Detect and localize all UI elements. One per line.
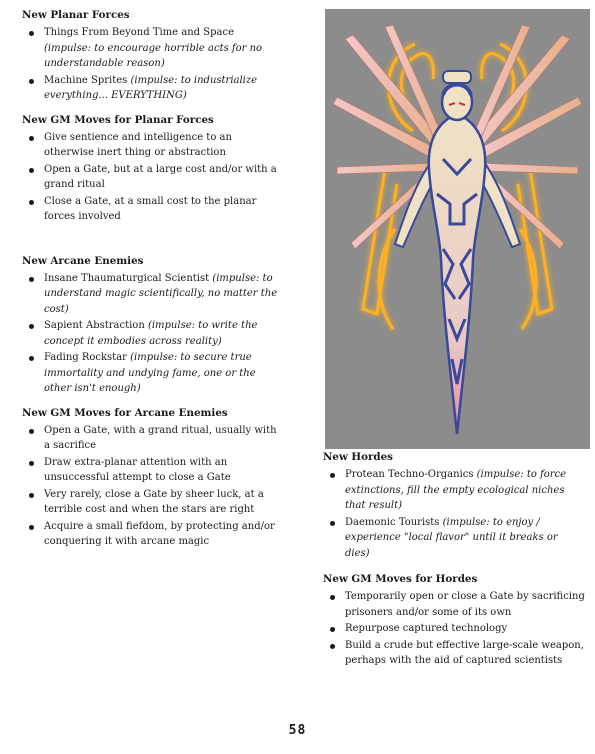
bullet-dot-icon [29,324,34,329]
item-name: Insane Thaumaturgical Scientist [44,272,210,284]
item-name: Build a crude but effective large-scale weapon, perhaps with the aid of captured scientists [345,639,584,666]
item-impulse: (impulse: to industrialize everything... EVERYTHING) [44,74,258,101]
bullet-item [22,455,284,486]
bullet-list [323,467,585,561]
bullet-dot-icon [330,627,335,632]
bullet-item [22,519,284,550]
section-heading: New Arcane Enemies [22,254,144,267]
item-impulse: (impulse: to enjoy / experience "local flavor" until it breaks or dies) [345,516,558,559]
item-name: Open a Gate, but at a large cost and/or with a grand ritual [44,163,277,190]
item-name: Give sentience and intelligence to an otherwise inert thing or abstraction [44,131,232,158]
item-name: Machine Sprites [44,74,128,86]
bullet-item [22,162,284,193]
section-heading: New GM Moves for Hordes [323,573,478,585]
section-new-arcane-enemies [22,255,284,397]
bullet-dot-icon [29,168,34,173]
item-name: Repurpose captured technology [345,623,508,634]
bullet-item [22,271,284,318]
item-name: Very rarely, close a Gate by sheer luck, at a terrible cost and when the stars are right [44,488,264,515]
bullet-item [22,130,284,161]
bullet-list [22,130,284,225]
bullet-list [323,589,585,669]
section-heading: New Hordes [323,451,393,463]
right-column [323,451,585,670]
item-name: Draw extra-planar attention with an unsuccessful attempt to close a Gate [44,456,231,483]
item-impulse: (impulse: to encourage horrible acts for no understandable reason) [44,42,263,69]
bullet-dot-icon [29,429,34,434]
bullet-dot-icon [29,493,34,498]
bullet-dot-icon [29,31,34,36]
bullet-item [323,638,585,669]
figure-head [442,71,472,120]
bullet-list [22,25,284,104]
section-heading: New GM Moves for Arcane Enemies [22,406,228,419]
bullet-dot-icon [330,595,335,600]
bullet-item [323,515,585,562]
item-name: Close a Gate, at a small cost to the planar forces involved [44,195,257,222]
item-name: Daemonic Tourists [345,516,440,528]
item-impulse: (impulse: to force extinctions, fill the empty ecological niches that result) [345,469,567,511]
bullet-dot-icon [29,200,34,205]
bullet-list [22,423,284,550]
bullet-item [22,73,284,104]
left-column [22,9,284,551]
right-wing [472,25,582,249]
item-impulse: (impulse: to secure true immortality and undying fame, one or the other isn't enough) [44,352,256,394]
bullet-item [323,621,585,637]
item-name: Sapient Abstraction [44,320,145,331]
bullet-dot-icon [29,461,34,466]
section-new-planar-forces [22,9,284,104]
item-impulse: (impulse: to understand magic scientifically, no matter the cost) [44,272,278,315]
bullet-item [22,194,284,225]
item-name: Protean Techno-Organics [345,469,474,480]
bullet-item [323,467,585,514]
bullet-item [22,350,284,397]
bullet-dot-icon [29,277,34,282]
item-name: Things From Beyond Time and Space [44,27,234,38]
bullet-list [22,271,284,397]
left-wing [333,25,443,249]
bullet-dot-icon [330,644,335,649]
page-number: 58 [288,723,307,738]
item-name: Acquire a small fiefdom, by protecting and/or conquering it with arcane magic [44,520,275,547]
section-new-hordes [323,451,585,561]
bullet-item [22,318,284,349]
section-new-gm-moves-for-planar-forces [22,114,284,225]
item-name: Open a Gate, with a grand ritual, usually with a sacrifice [44,424,277,451]
bullet-dot-icon [29,356,34,361]
angelic-techno-figure-illustration [325,9,590,449]
section-new-gm-moves-for-hordes [323,573,585,669]
bullet-item [22,487,284,518]
item-name: Fading Rockstar [44,352,127,363]
section-heading: New Planar Forces [22,9,130,21]
bullet-item [22,423,284,454]
bullet-item [323,589,585,620]
item-name: Temporarily open or close a Gate by sacrificing prisoners and/or some of its own [345,591,585,618]
illustration-art [325,9,590,449]
section-heading: New GM Moves for Planar Forces [22,113,214,126]
bullet-dot-icon [330,521,335,526]
bullet-dot-icon [29,525,34,530]
item-impulse: (impulse: to write the concept it embodies across reality) [44,320,258,347]
bullet-dot-icon [330,473,335,478]
section-new-gm-moves-for-arcane-enemies [22,407,284,550]
bullet-dot-icon [29,136,34,141]
bullet-dot-icon [29,79,34,84]
bullet-item [22,25,284,72]
figure-body [429,114,485,434]
